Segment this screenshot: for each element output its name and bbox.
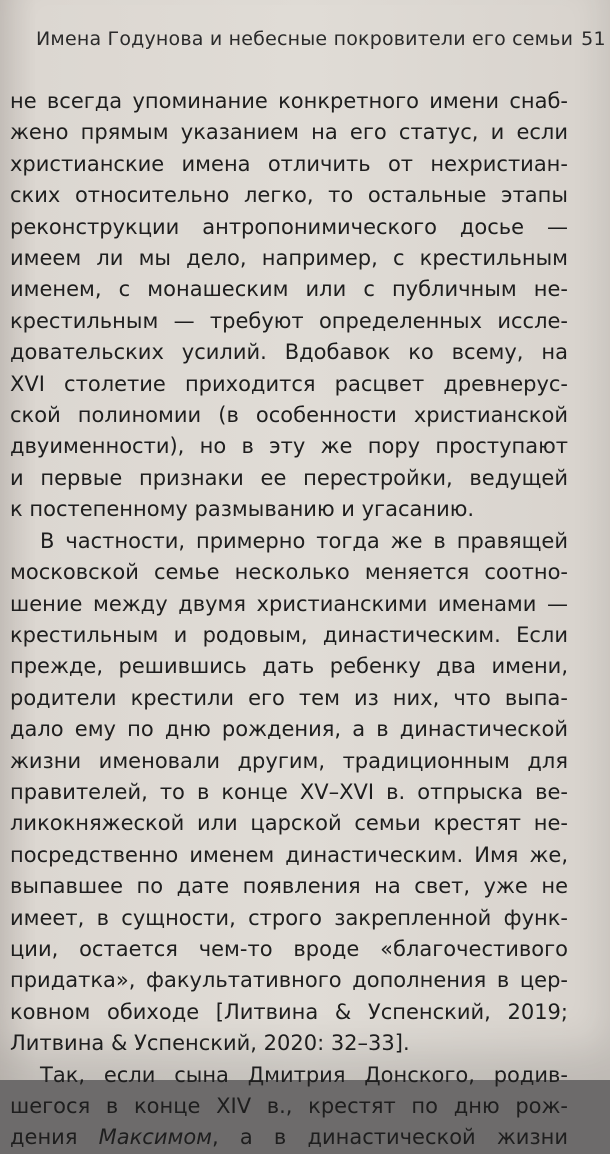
text-line: Литвина & Успенский, 2020: 32–33]. xyxy=(10,1031,410,1056)
text-line: родители крестили его тем из них, что выпа- xyxy=(10,685,568,710)
text-line: христианские имена отличить от нехристиан- xyxy=(10,151,568,176)
text-line: к постепенному размыванию и угасанию. xyxy=(10,497,475,522)
text-line: придатка», факультативного дополнения в цер- xyxy=(10,968,568,993)
text-line: ских относительно легко, то остальные этапы xyxy=(10,183,568,208)
text-line: посредственно именем династическим. Имя же, xyxy=(10,842,568,867)
text-line: В частности, примерно тогда же в правящей xyxy=(40,528,568,553)
text-line: выпавшее по дате появления на свет, уже не xyxy=(10,874,568,899)
text-line: не всегда упоминание конкретного имени снаб- xyxy=(10,89,568,113)
text-line: ции, остается чем-то вроде «благочестивого xyxy=(10,936,568,961)
text-line: и первые признаки ее перестройки, ведущей xyxy=(10,465,568,490)
text-line-indented xyxy=(10,526,568,557)
text-line: ковном обиходе [Литвина & Успенский, 2019; xyxy=(10,999,568,1024)
text-line: жено прямым указанием на его статус, и если xyxy=(10,120,568,145)
text-line: реконструкции антропонимического досье — xyxy=(10,214,568,239)
text-line: довательских усилий. Вдобавок ко всему, на xyxy=(10,340,568,365)
running-title: Имена Годунова и небесные покровители его семьи xyxy=(36,28,574,50)
text-line: прежде, решившись дать ребенку два имени, xyxy=(10,654,568,679)
text-run: дения xyxy=(10,1125,99,1150)
text-line: правителей, то в конце XV–XVI в. отпрыска ве- xyxy=(10,779,568,804)
text-run: , а в династической жизни xyxy=(212,1125,568,1150)
text-line: жизни именовали другим, традиционным для xyxy=(10,748,568,773)
body-text xyxy=(10,86,568,1154)
text-line: двуименности), но в эту же пору проступают xyxy=(10,434,568,459)
text-line: ской полиномии (в особенности христианской xyxy=(10,403,568,428)
running-header xyxy=(36,28,606,50)
text-line: имеет, в сущности, строго закрепленной функ- xyxy=(10,905,568,930)
text-line: ликокняжеской или царской семьи крестят не- xyxy=(10,811,568,836)
text-line: именем, с монашеским или с публичным не- xyxy=(10,277,568,302)
text-line-indented xyxy=(10,1060,568,1091)
page-number: 51 xyxy=(581,28,606,50)
text-line: московской семье несколько меняется соотно- xyxy=(10,560,568,585)
text-line: крестильным и родовым, династическим. Если xyxy=(10,622,568,647)
paragraph-3 xyxy=(10,1060,568,1154)
text-line: Так, если сына Дмитрия Донского, родив- xyxy=(40,1062,568,1087)
text-line-mixed xyxy=(10,1122,568,1153)
text-line: крестильным — требуют определенных иссле- xyxy=(10,308,568,333)
italic-name: Максимом xyxy=(98,1125,213,1150)
text-line: дало ему по дню рождения, а в династической xyxy=(10,717,568,742)
text-line: XVI столетие приходится расцвет древнерус- xyxy=(10,371,568,396)
text-line: имеем ли мы дело, например, с крестильным xyxy=(10,246,568,271)
paragraph-2 xyxy=(10,526,568,1060)
text-line: шегося в конце XIV в., крестят по дню рож- xyxy=(10,1094,568,1118)
text-line: шение между двумя христианскими именами — xyxy=(10,591,568,616)
paragraph-1 xyxy=(10,86,568,526)
